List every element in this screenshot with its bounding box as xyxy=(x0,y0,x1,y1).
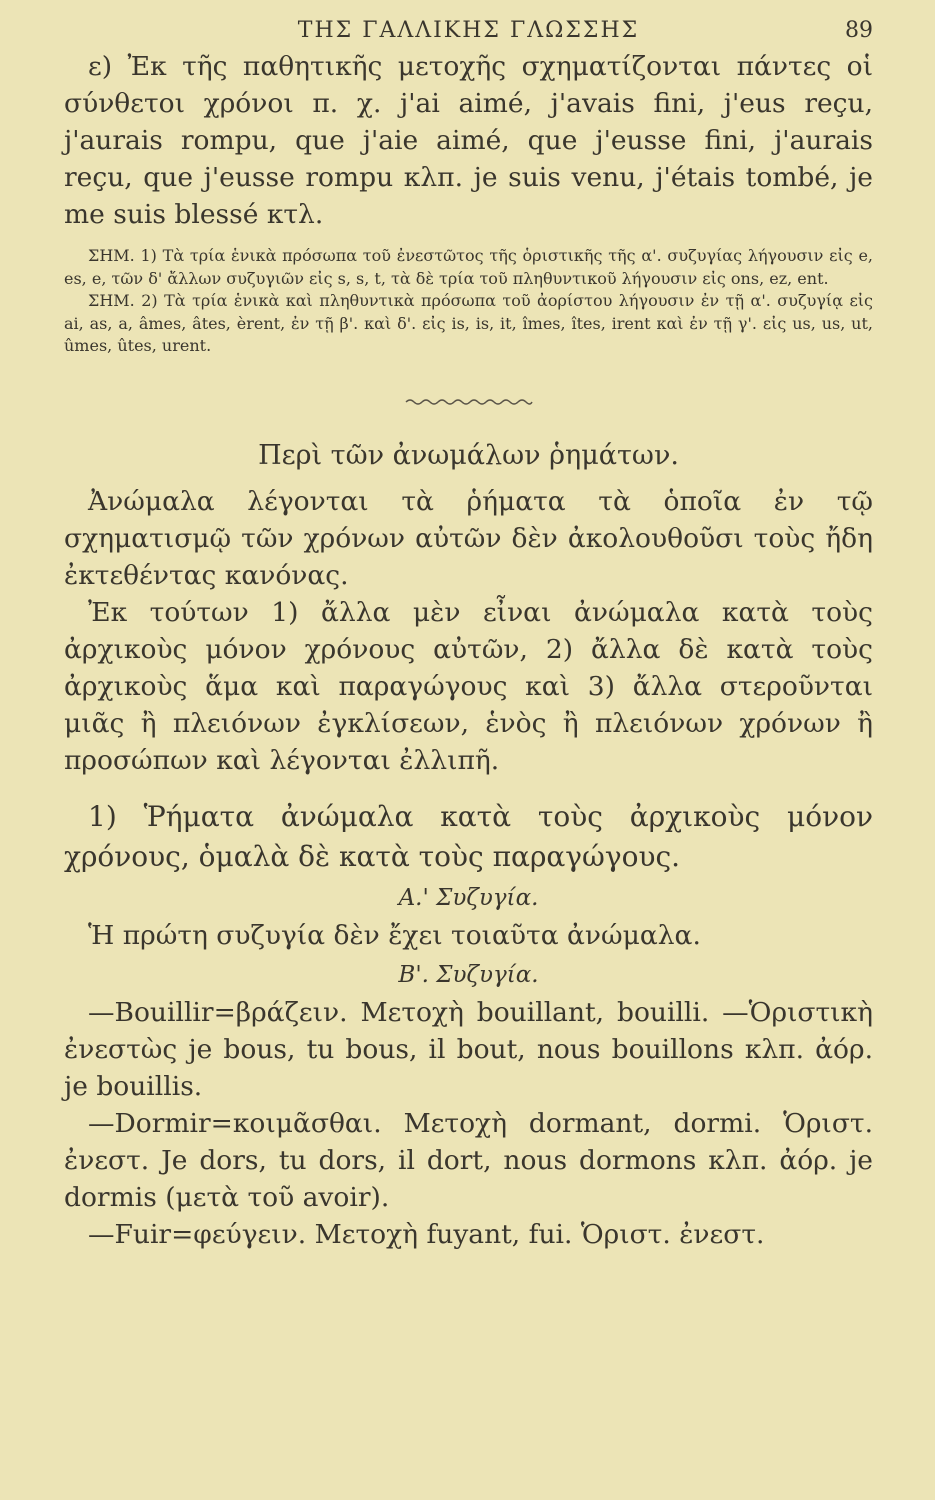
paragraph-compound-tenses: ε) Ἐκ τῆς παθητικῆς μετοχῆς σχηματίζονται πάντες οἱ σύνθετοι χρόνοι π. χ. j'ai aimé, j'avais fini, j'eus reçu, j'aurais rompu, que j'aie aimé, que j'eusse fini, j'aurais reçu, que j'eusse rompu κλπ. je suis venu, j'étais tombé, je me suis blessé κτλ. xyxy=(64,51,873,230)
page-header xyxy=(64,14,873,48)
paragraph-anomala-definition: Ἀνώμαλα λέγονται τὰ ῥήματα τὰ ὁποῖα ἐν τῷ σχηματισμῷ τῶν χρόνων αὐτῶν δὲν ἀκολουθοῦσι τοὺς ἤδη ἐκτεθέντας κανόνας. xyxy=(64,485,873,591)
conjugation-b-heading: Β'. Συζυγία. xyxy=(398,961,539,988)
wavy-rule-icon xyxy=(404,397,534,407)
page-number: 89 xyxy=(845,18,873,43)
ornamental-divider xyxy=(64,392,873,402)
note-2: ΣΗΜ. 2) Τὰ τρία ἑνικὰ καὶ πληθυντικὰ πρόσωπα τοῦ ἀορίστου λήγουσιν ἐν τῇ α'. συζυγίᾳ εἰς ai, as, a, âmes, âtes, èrent, ἐν τῇ β'. καὶ δ'. εἰς is, is, it, îmes, îtes, irent καὶ ἐν τῇ γ'. εἰς us, us, ut, ûmes, ûtes, urent. xyxy=(64,291,873,355)
running-head: ΤΗΣ ΓΑΛΛΙΚΗΣ ΓΛΩΣΣΗΣ xyxy=(297,18,640,43)
note-1: ΣΗΜ. 1) Τὰ τρία ἑνικὰ πρόσωπα τοῦ ἐνεστῶτος τῆς ὁριστικῆς τῆς α'. συζυγίας λήγουσιν εἰς e, es, e, τῶν δ' ἄλλων συζυγιῶν εἰς s, s, t, τὰ δὲ τρία τοῦ πληθυντικοῦ λήγουσιν εἰς ons, ez, ent. xyxy=(64,246,873,288)
entry-dormir: —Dormir=κοιμᾶσθαι. Μετοχὴ dormant, dormi. Ὁριστ. ἐνεστ. Je dors, tu dors, il dort, nous dormons κλπ. ἀόρ. je dormis (μετὰ τοῦ avoir). xyxy=(64,1107,873,1213)
section-title: Περὶ τῶν ἀνωμάλων ῥημάτων. xyxy=(258,439,679,471)
paragraph-group-1: 1) Ῥήματα ἀνώμαλα κατὰ τοὺς ἀρχικοὺς μόνον χρόνους, ὁμαλὰ δὲ κατὰ τοὺς παραγώγους. xyxy=(64,799,873,873)
entry-fuir: —Fuir=φεύγειν. Μετοχὴ fuyant, fui. Ὁριστ. ἐνεστ. xyxy=(88,1218,765,1250)
conjugation-a-heading: Α.' Συζυγία. xyxy=(398,884,539,911)
paragraph-categories: Ἐκ τούτων 1) ἄλλα μὲν εἶναι ἀνώμαλα κατὰ τοὺς ἀρχικοὺς μόνον χρόνους αὐτῶν, 2) ἄλλα δὲ κατὰ τοὺς ἀρχικοὺς ἅμα καὶ παραγώγους καὶ 3) ἄλλα στεροῦνται μιᾶς ἢ πλειόνων ἐγκλίσεων, ἑνὸς ἢ πλειόνων χρόνων ἢ προσώπων καὶ λέγονται ἐλλιπῆ. xyxy=(64,596,873,776)
entry-bouillir: —Bouillir=βράζειν. Μετοχὴ bouillant, bouilli. —Ὁριστικὴ ἐνεστὼς je bous, tu bous, il bout, nous bouillons κλπ. ἀόρ. je bouillis. xyxy=(64,996,873,1102)
paragraph-first-conjugation: Ἡ πρώτη συζυγία δὲν ἔχει τοιαῦτα ἀνώμαλα. xyxy=(88,919,701,951)
